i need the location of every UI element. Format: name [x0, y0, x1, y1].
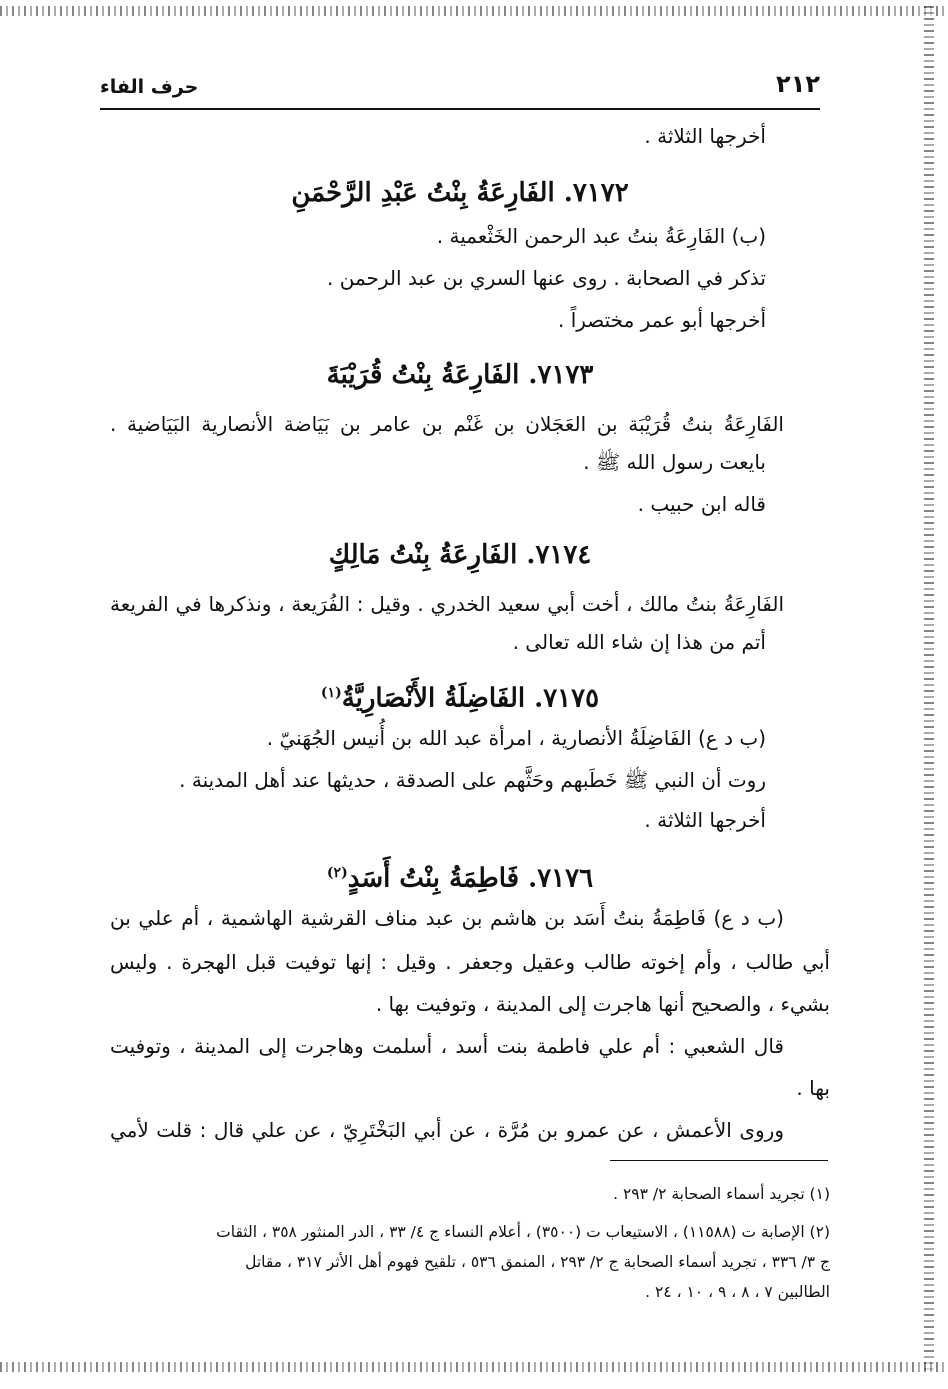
footnote-1: (١) تجريد أسماء الصحابة ٢/ ٢٩٣ . — [613, 1185, 830, 1203]
body-line: (ب د ع) فَاطِمَةُ بنتُ أَسَد بن هاشم بن عبد مناف القرشية الهاشمية ، أم علي بن — [110, 906, 784, 930]
body-line: وروى الأعمش ، عن عمرو بن مُرَّة ، عن أبي البَخْتَرِيّ ، عن علي قال : قلت لأمي — [110, 1118, 784, 1142]
entry-heading-7172: ٧١٧٢. الفَارِعَةُ بِنْتُ عَبْدِ الرَّحْمَنِ — [291, 178, 629, 208]
body-line: أتم من هذا إن شاء الله تعالى . — [512, 630, 766, 654]
body-line: بايعت رسول الله ﷺ . — [583, 450, 766, 474]
entry-heading-7175 — [250, 676, 670, 716]
body-line: أخرجها الثلاثة . — [644, 808, 766, 832]
entry-heading-7176-text: ٧١٧٦. فَاطِمَةُ بِنْتُ أَسَدٍ — [347, 863, 594, 894]
body-line: (ب) الفَارِعَةُ بنتُ عبد الرحمن الخَثْعمية . — [436, 224, 766, 248]
decorative-border-right — [924, 6, 934, 1372]
body-line: تذكر في الصحابة . روى عنها السري بن عبد الرحمن . — [327, 266, 766, 290]
entry-heading-7173: ٧١٧٣. الفَارِعَةُ بِنْتُ قُرَيْبَةَ — [326, 360, 594, 390]
decorative-border-bottom — [0, 1362, 948, 1372]
footnote-separator — [610, 1160, 828, 1161]
footnote-2-line-1: (٢) الإصابة ت (١١٥٨٨) ، الاستيعاب ت (٣٥٠٠) ، أعلام النساء ج ٤/ ٣٣ ، الدر المنثور ٣٥٨ ، الثقات — [216, 1223, 830, 1241]
body-line: أخرجها الثلاثة . — [644, 124, 766, 148]
footnote-ref-2: (٢) — [326, 865, 348, 881]
entry-heading-7174: ٧١٧٤. الفَارِعَةُ بِنْتُ مَالِكٍ — [328, 540, 592, 570]
footnote-2-line-2: ج ٣/ ٣٣٦ ، تجريد أسماء الصحابة ج ٢/ ٢٩٣ ، المنمق ٥٣٦ ، تلقيح فهوم أهل الأثر ٣١٧ ، مقاتل — [245, 1253, 830, 1271]
body-line: الفَارِعَةُ بنتُ قُرَيْبَة بن العَجَلان بن غَنْم بن عامر بن بَيَاضة الأنصارية البَيَاضية . — [110, 412, 784, 436]
running-title: حرف الفاء — [100, 76, 199, 98]
body-line: أخرجها أبو عمر مختصراً . — [558, 308, 766, 332]
footnote-2-line-3: الطالبين ٧ ، ٨ ، ٩ ، ١٠ ، ٢٤ . — [645, 1283, 830, 1301]
header-rule — [100, 108, 820, 110]
page-number: ٢١٢ — [776, 70, 820, 98]
body-line: الفَارِعَةُ بنتُ مالك ، أخت أبي سعيد الخدري . وقيل : الفُرَيعة ، ونذكرها في الفريعة — [110, 592, 784, 616]
entry-heading-7176 — [250, 856, 670, 896]
body-line: روت أن النبي ﷺ خَطَبهم وحَثَّهم على الصدقة ، حديثها عند أهل المدينة . — [179, 768, 766, 792]
footnote-ref-1: (١) — [320, 685, 342, 701]
body-line: بشيء ، والصحيح أنها هاجرت إلى المدينة ، وتوفيت بها . — [375, 992, 830, 1016]
decorative-border-top — [0, 6, 948, 16]
body-line: أبي طالب ، وأم إخوته طالب وعقيل وجعفر . وقيل : إنها توفيت قبل الهجرة . وليس — [110, 950, 830, 974]
body-line: قال الشعبي : أم علي فاطمة بنت أسد ، أسلمت وهاجرت إلى المدينة ، وتوفيت — [110, 1034, 784, 1058]
entry-heading-7175-text: ٧١٧٥. الفَاضِلَةُ الأَنْصَارِيَّةُ — [341, 683, 600, 714]
body-line: بها . — [796, 1076, 830, 1100]
body-line: قاله ابن حبيب . — [637, 492, 766, 516]
body-line: (ب د ع) الفَاضِلَةُ الأنصارية ، امرأة عبد الله بن أُنيس الجُهَنيّ . — [266, 726, 766, 750]
page-header — [100, 64, 820, 112]
